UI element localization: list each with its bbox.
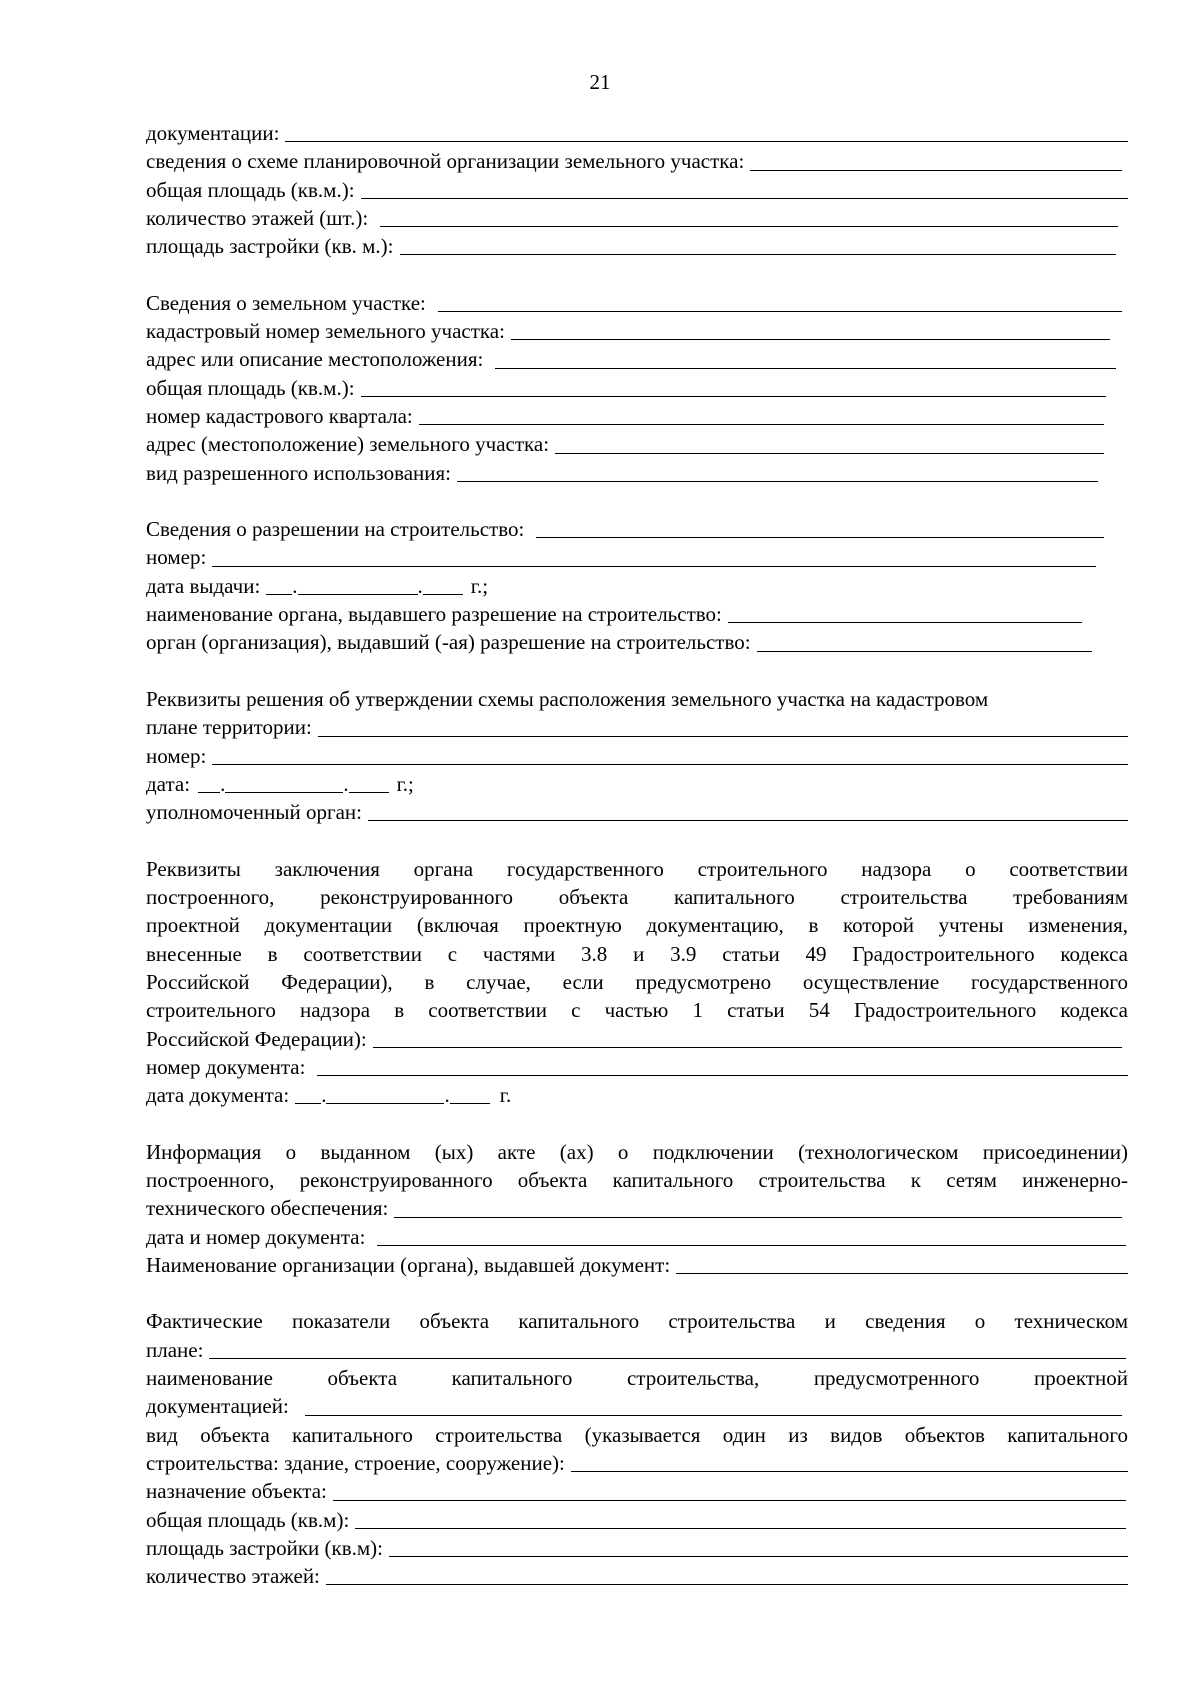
object-name-word: капитального <box>451 1366 573 1391</box>
total-area-field[interactable] <box>361 179 1128 199</box>
doc-year-field[interactable] <box>450 1084 490 1104</box>
conclusion-last-row <box>146 1025 1128 1053</box>
spacer <box>146 826 1128 854</box>
date-separator: . <box>417 573 423 598</box>
actual-line: Фактические показатели объекта капитального строительства и сведения о техническом <box>146 1309 1128 1334</box>
permit-month-field[interactable] <box>298 575 418 595</box>
plot-area-label: общая площадь (кв.м.): <box>146 375 355 400</box>
scheme-decision-territory-field[interactable] <box>318 717 1128 737</box>
purpose-row <box>146 1477 1128 1505</box>
permit-number-row <box>146 543 1128 571</box>
conclusion-line: Российской Федерации), в случае, если предусмотрено осуществление государственного <box>146 969 1128 994</box>
object-name-field[interactable] <box>305 1396 1122 1416</box>
address-description-row <box>146 345 1128 373</box>
connection-line: Информация о выданном (ых) акте (ах) о подключении (технологическом присоединении) <box>146 1139 1128 1164</box>
doc-number-label: номер документа: <box>146 1054 306 1079</box>
actual-plan-field[interactable] <box>209 1339 1126 1359</box>
object-type-label: строительства: здание, строение, сооружение): <box>146 1450 565 1475</box>
scheme-decision-heading: Реквизиты решения об утверждении схемы расположения земельного участка на кадастровом <box>146 686 989 711</box>
land-plot-heading-row <box>146 289 1128 317</box>
scheme-decision-territory-label: плане территории: <box>146 715 312 740</box>
conclusion-line: строительного надзора в соответствии с частью 1 статьи 54 Градостроительного кодекса <box>146 998 1128 1023</box>
actual-floors-row <box>146 1562 1128 1590</box>
actual-total-area-field[interactable] <box>355 1509 1126 1529</box>
permit-issuer-name-field[interactable] <box>728 603 1082 623</box>
documentation-field[interactable] <box>285 122 1128 142</box>
connection-tech-label: технического обеспечения: <box>146 1196 389 1221</box>
total-area-row <box>146 176 1128 204</box>
permit-issuer-org-field[interactable] <box>757 632 1092 652</box>
permit-year-field[interactable] <box>423 575 463 595</box>
cadastral-number-row <box>146 317 1128 345</box>
actual-floors-label: количество этажей: <box>146 1564 320 1589</box>
date-separator: . <box>292 573 298 598</box>
built-area-row <box>146 232 1128 260</box>
cadastral-quarter-label: номер кадастрового квартала: <box>146 403 413 428</box>
actual-built-area-label: площадь застройки (кв.м): <box>146 1535 383 1560</box>
object-type-paragraph <box>146 1421 1128 1449</box>
connection-issuer-label: Наименование организации (органа), выдавшей документ: <box>146 1252 671 1277</box>
permit-issue-date-row <box>146 572 1128 600</box>
permit-issuer-name-row <box>146 600 1128 628</box>
date-separator: . <box>321 1083 327 1108</box>
permit-issuer-org-label: орган (организация), выдавший (-ая) разрешение на строительство: <box>146 630 751 655</box>
authority-label: уполномоченный орган: <box>146 800 362 825</box>
floors-row <box>146 204 1128 232</box>
permit-issue-date-label: дата выдачи: <box>146 573 261 598</box>
scheme-decision-day-field[interactable] <box>198 773 220 793</box>
conclusion-line: построенного, реконструированного объекта капитального строительства требованиям <box>146 885 1128 910</box>
actual-built-area-field[interactable] <box>389 1537 1128 1557</box>
permit-heading-row <box>146 515 1128 543</box>
purpose-field[interactable] <box>333 1481 1126 1501</box>
scheme-decision-number-label: номер: <box>146 743 207 768</box>
documentation-label: документации: <box>146 121 280 145</box>
address-location-label: адрес (местоположение) земельного участка: <box>146 432 550 457</box>
spacer <box>146 657 1128 685</box>
conclusion-field[interactable] <box>373 1028 1122 1048</box>
scheme-row <box>146 147 1128 175</box>
documentation-row <box>146 119 1128 147</box>
conclusion-line: Реквизиты заключения органа государственного строительного надзора о соответствии <box>146 856 1128 881</box>
built-area-label: площадь застройки (кв. м.): <box>146 234 394 259</box>
actual-built-area-row <box>146 1534 1128 1562</box>
connection-date-number-field[interactable] <box>377 1226 1126 1246</box>
authority-field[interactable] <box>368 801 1128 821</box>
land-plot-heading: Сведения о земельном участке: <box>146 290 426 315</box>
floors-field[interactable] <box>380 207 1118 227</box>
actual-total-area-row <box>146 1506 1128 1534</box>
scheme-decision-number-field[interactable] <box>212 745 1128 765</box>
object-name-word: наименование <box>146 1366 273 1391</box>
year-suffix: г. <box>499 1083 512 1108</box>
plot-area-field[interactable] <box>361 377 1106 397</box>
permit-issuer-name-label: наименование органа, выдавшего разрешение на строительство: <box>146 602 722 627</box>
scheme-decision-date-row <box>146 770 1128 798</box>
year-suffix: г.; <box>470 573 489 598</box>
object-name-word: строительства, <box>626 1366 760 1391</box>
doc-month-field[interactable] <box>326 1084 444 1104</box>
permitted-use-field[interactable] <box>457 462 1098 482</box>
date-separator: . <box>444 1083 450 1108</box>
connection-date-number-row <box>146 1223 1128 1251</box>
actual-plan-label: плане: <box>146 1337 204 1362</box>
spacer <box>146 1279 1128 1307</box>
connection-issuer-row <box>146 1251 1128 1279</box>
conclusion-line: внесенные в соответствии с частями 3.8 и 3.9 статьи 49 Градостроительного кодекса <box>146 941 1128 966</box>
conclusion-paragraph <box>146 855 1128 1025</box>
actual-paragraph <box>146 1307 1128 1335</box>
spacer <box>146 260 1128 288</box>
doc-date-label: дата документа: <box>146 1083 290 1108</box>
permit-issuer-org-row <box>146 628 1128 656</box>
scheme-decision-heading-row <box>146 685 1128 713</box>
object-name-row <box>146 1364 1128 1392</box>
address-description-field[interactable] <box>495 349 1116 369</box>
doc-number-field[interactable] <box>317 1056 1128 1076</box>
cadastral-number-label: кадастровый номер земельного участка: <box>146 319 505 344</box>
scheme-field[interactable] <box>750 151 1122 171</box>
scheme-decision-territory-row <box>146 713 1128 741</box>
floors-label: количество этажей (шт.): <box>146 205 369 230</box>
built-area-field[interactable] <box>400 235 1117 255</box>
spacer <box>146 487 1128 515</box>
authority-row <box>146 798 1128 826</box>
connection-paragraph <box>146 1138 1128 1195</box>
cadastral-quarter-row <box>146 402 1128 430</box>
doc-day-field[interactable] <box>295 1084 321 1104</box>
date-separator: . <box>343 771 349 796</box>
permit-heading: Сведения о разрешении на строительство: <box>146 517 525 542</box>
conclusion-line: проектной документации (включая проектную документацию, в которой учтены изменения, <box>146 913 1128 938</box>
land-plot-field[interactable] <box>438 292 1122 312</box>
scheme-decision-year-field[interactable] <box>349 773 389 793</box>
actual-floors-field[interactable] <box>326 1565 1128 1585</box>
plot-area-row <box>146 374 1128 402</box>
purpose-label: назначение объекта: <box>146 1479 327 1504</box>
spacer <box>146 1109 1128 1137</box>
scheme-decision-number-row <box>146 742 1128 770</box>
date-separator: . <box>220 771 226 796</box>
permit-day-field[interactable] <box>266 575 292 595</box>
object-type-line: вид объекта капитального строительства (указывается один из видов объектов капитального <box>146 1422 1128 1447</box>
connection-issuer-field[interactable] <box>676 1254 1128 1274</box>
object-name-word: предусмотренного <box>813 1366 980 1391</box>
permit-number-field[interactable] <box>212 547 1096 567</box>
permitted-use-row <box>146 459 1128 487</box>
scheme-label: сведения о схеме планировочной организации земельного участка: <box>146 149 745 174</box>
connection-tech-field[interactable] <box>394 1198 1122 1218</box>
object-type-row <box>146 1449 1128 1477</box>
scheme-decision-date-label: дата: <box>146 771 191 796</box>
year-suffix: г.; <box>396 771 414 796</box>
address-description-label: адрес или описание местоположения: <box>146 347 484 372</box>
scheme-decision-month-field[interactable] <box>225 773 343 793</box>
cadastral-quarter-field[interactable] <box>419 405 1104 425</box>
object-name-word: проектной <box>1034 1366 1128 1391</box>
doc-number-row <box>146 1053 1128 1081</box>
page-number: 21 <box>589 70 611 94</box>
object-name-word: объекта <box>327 1366 398 1391</box>
actual-total-area-label: общая площадь (кв.м): <box>146 1507 350 1532</box>
actual-plan-row <box>146 1336 1128 1364</box>
object-name-doc-row <box>146 1392 1128 1420</box>
object-type-field[interactable] <box>571 1452 1128 1472</box>
total-area-label: общая площадь (кв.м.): <box>146 177 355 202</box>
connection-line: построенного, реконструированного объекта капитального строительства к сетям инженерно- <box>146 1167 1128 1192</box>
cadastral-number-field[interactable] <box>511 320 1110 340</box>
permit-field[interactable] <box>536 518 1104 538</box>
address-location-field[interactable] <box>555 434 1104 454</box>
conclusion-last-label: Российской Федерации): <box>146 1026 367 1051</box>
address-location-row <box>146 430 1128 458</box>
doc-date-row <box>146 1081 1128 1109</box>
connection-tech-row <box>146 1194 1128 1222</box>
permit-number-label: номер: <box>146 545 207 570</box>
connection-date-number-label: дата и номер документа: <box>146 1224 366 1249</box>
permitted-use-label: вид разрешенного использования: <box>146 460 452 485</box>
object-name-doc-label: документацией: <box>146 1394 289 1419</box>
form-content <box>146 119 1128 1590</box>
